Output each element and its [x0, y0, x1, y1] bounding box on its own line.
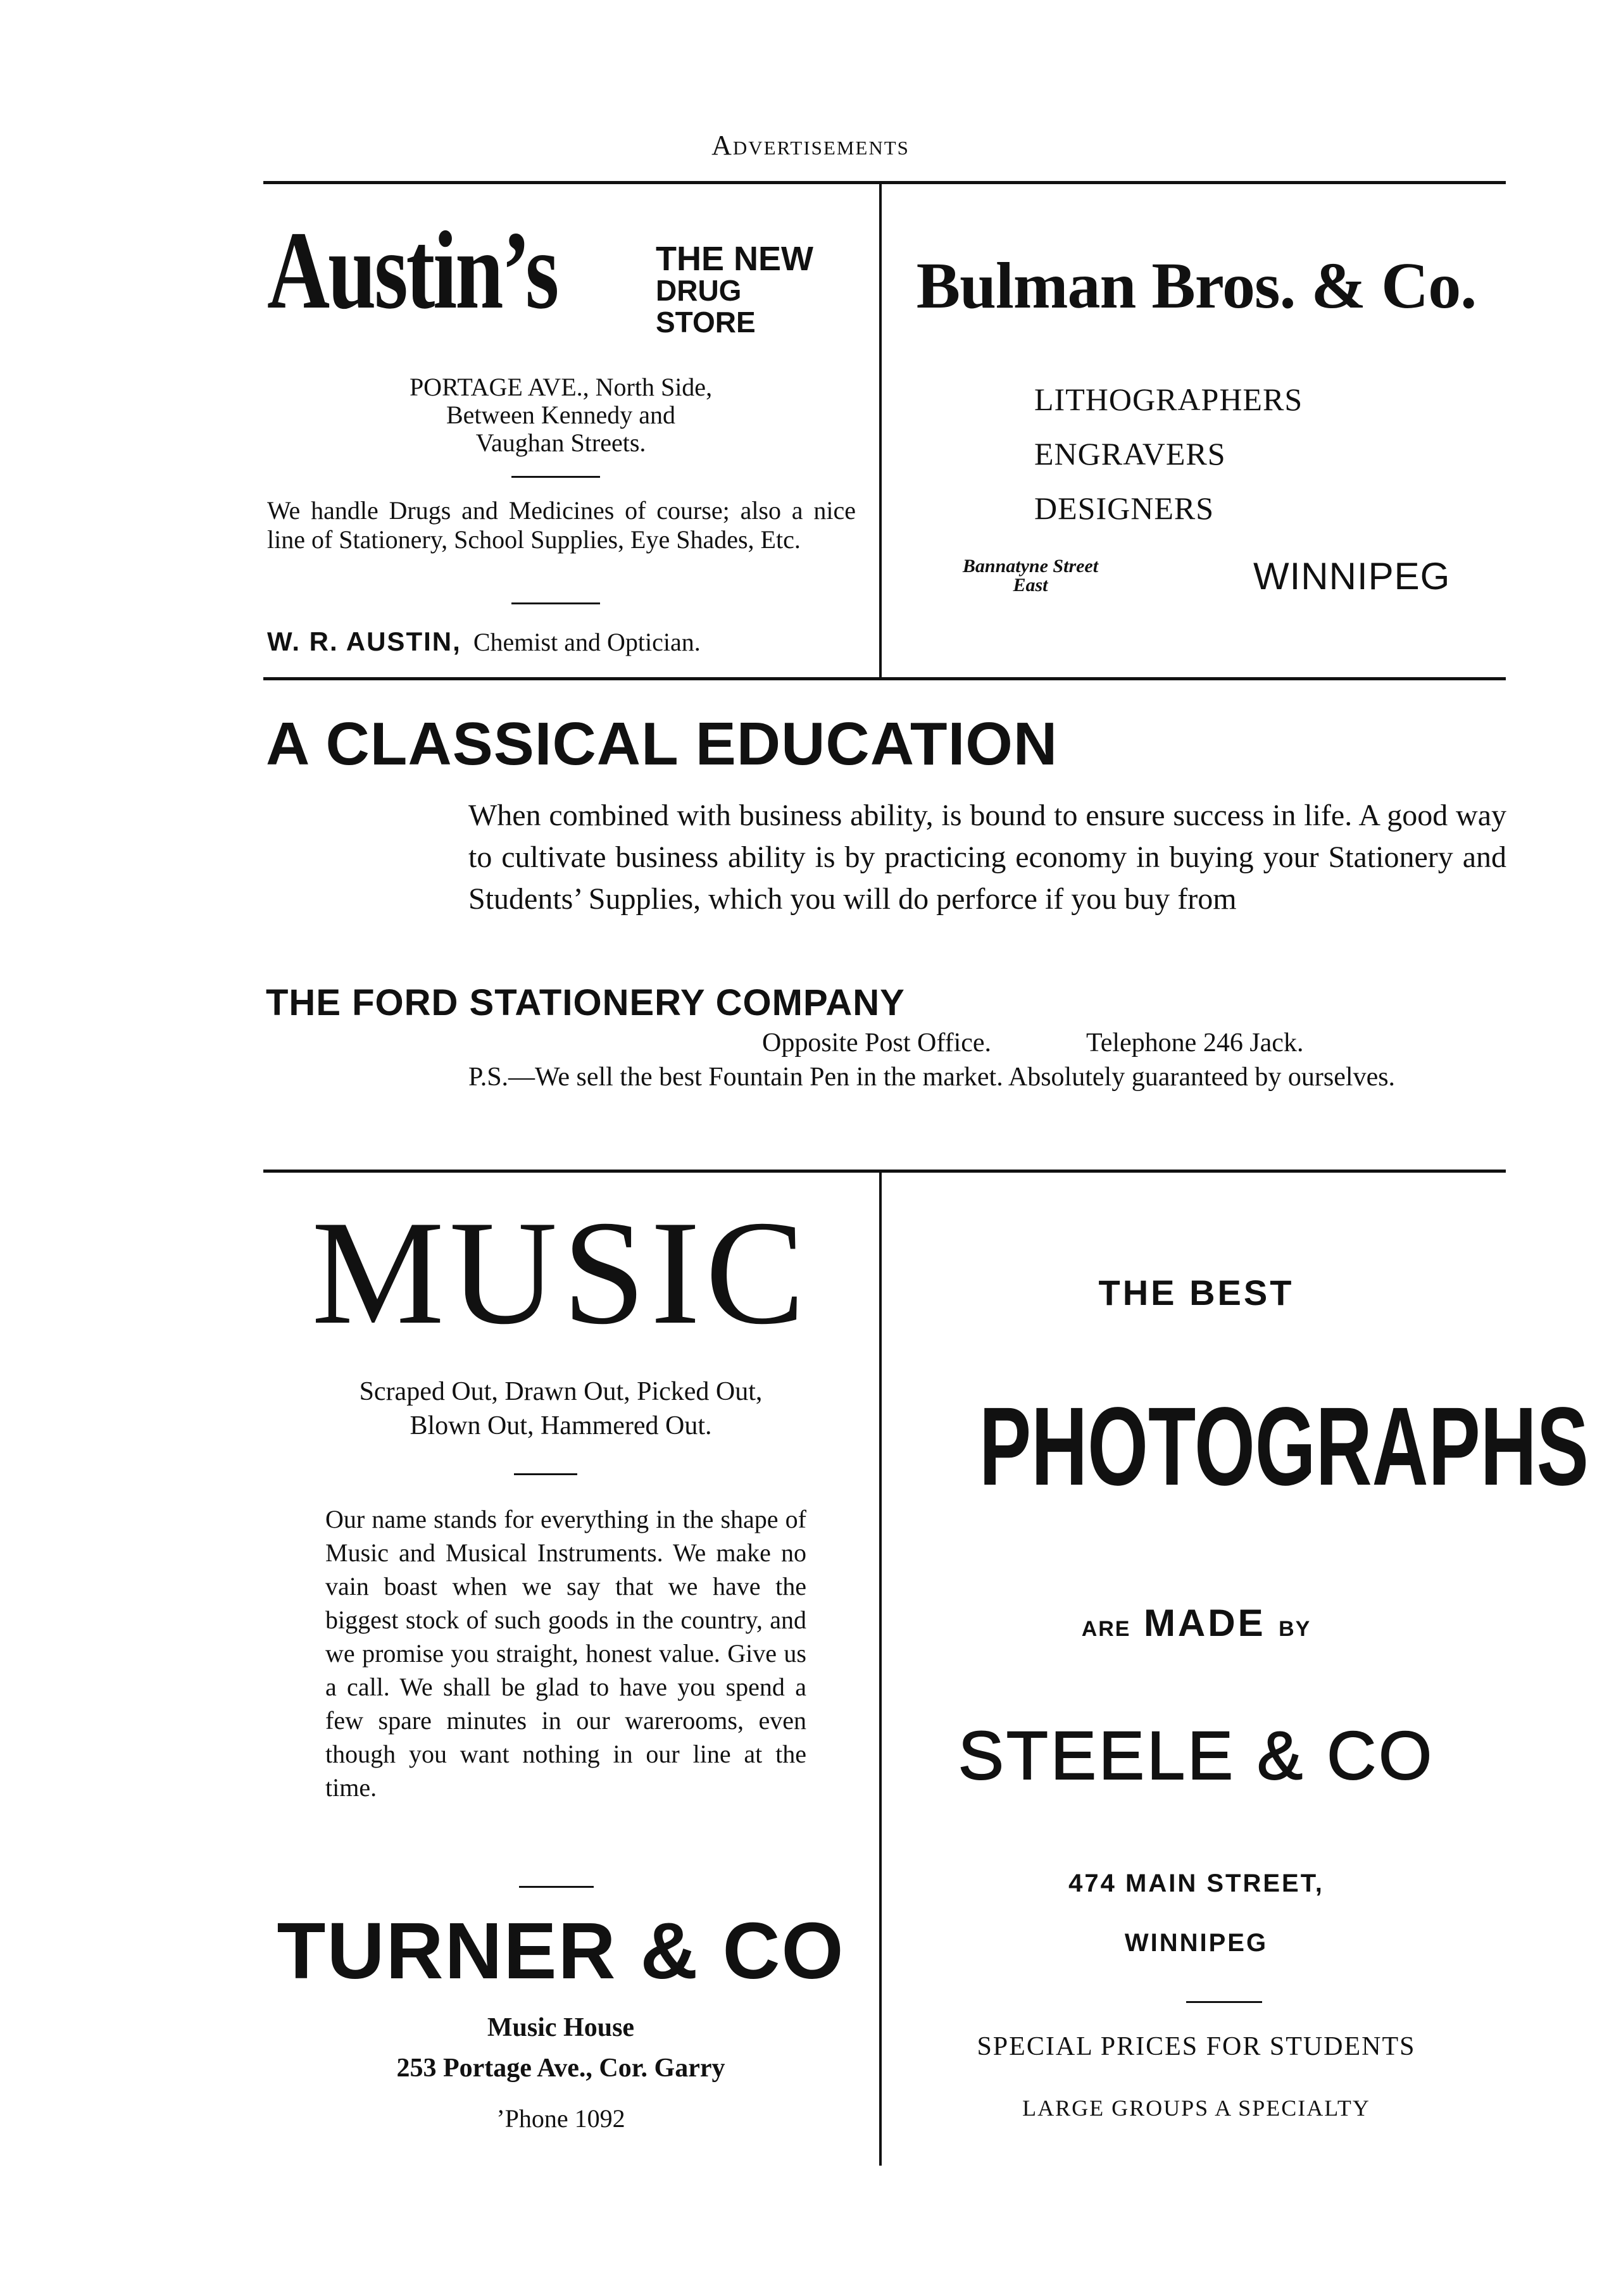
- steele-the-best: THE BEST: [1098, 1273, 1294, 1313]
- austin-address-line-3: Vaughan Streets.: [475, 428, 646, 457]
- ford-location: Opposite Post Office.: [762, 1028, 992, 1058]
- steele-special-prices: SPECIAL PRICES FOR STUDENTS: [977, 2032, 1416, 2061]
- austin-address-line-2: Between Kennedy and: [446, 401, 676, 429]
- top-rule: [263, 181, 1506, 184]
- ford-postscript: P.S.—We sell the best Fountain Pen in the market. Absolutely guaranteed by ourselves.: [468, 1063, 1396, 1092]
- bulman-ad: [886, 190, 1506, 677]
- turner-address: 253 Portage Ave., Cor. Garry: [396, 2054, 725, 2083]
- bulman-street: [917, 557, 1144, 595]
- austin-divider-2: [511, 602, 600, 604]
- music-divider-2: [519, 1886, 594, 1888]
- bottom-column-divider: [879, 1172, 882, 2166]
- bulman-services: [1034, 372, 1303, 535]
- rule-before-bottom-ads: [263, 1170, 1506, 1173]
- steele-divider: [1186, 2001, 1262, 2003]
- austin-description: We handle Drugs and Medicines of course; also a nice line of Stationery, School Supplies, Eye Shades, Etc.: [267, 496, 856, 554]
- classical-body: When combined with business ability, is bound to ensure success in life. A good way to cultivate business ability is by practicing economy in buying your Stationery and Students’ Supplies, which you will do perforce if you buy from: [468, 799, 1506, 916]
- music-tagline: [263, 1375, 858, 1443]
- classical-heading: A CLASSICAL EDUCATION: [266, 710, 1058, 778]
- steele-are-made-by: [886, 1601, 1506, 1645]
- bulman-service-designers: DESIGNERS: [1034, 490, 1215, 526]
- steele-city: WINNIPEG: [1124, 1929, 1268, 1957]
- austin-tagline-1: THE NEW: [656, 240, 813, 278]
- austin-owner-title: Chemist and Optician.: [473, 628, 701, 656]
- music-title: MUSIC: [311, 1190, 810, 1356]
- steele-are: ARE: [1081, 1617, 1131, 1641]
- austin-ad: [263, 190, 871, 677]
- music-tagline-line-2: Blown Out, Hammered Out.: [410, 1411, 712, 1440]
- austin-address: [263, 373, 858, 457]
- steele-large-groups: LARGE GROUPS A SPECIALTY: [1022, 2095, 1370, 2121]
- steele-company-name: STEELE & CO: [958, 1717, 1435, 1794]
- steele-made: MADE: [1143, 1602, 1266, 1644]
- bulman-street-line-1: Bannatyne Street: [962, 556, 1099, 577]
- bulman-service-engravers: ENGRAVERS: [1034, 436, 1226, 471]
- turner-company-name: TURNER & CO: [277, 1906, 845, 1995]
- austin-tagline-3: STORE: [656, 306, 756, 339]
- ford-company-name: THE FORD STATIONERY COMPANY: [266, 982, 905, 1023]
- music-body: Our name stands for everything in the shape of Music and Musical Instruments. We make no vain boast when we say that we have the biggest stock of such goods in the country, and we promise you straight, honest value. Give us a call. We shall be glad to have you spend a few spare minutes in our warerooms, even though you want nothing in our line at the time.: [325, 1505, 806, 1802]
- austin-address-line-1: PORTAGE AVE., North Side,: [409, 373, 713, 401]
- ford-telephone: Telephone 246 Jack.: [1086, 1028, 1304, 1058]
- bulman-name: Bulman Bros. & Co.: [916, 249, 1477, 322]
- top-column-divider: [879, 184, 882, 677]
- turner-subtitle: Music House: [487, 2013, 635, 2042]
- turner-phone: ’Phone 1092: [496, 2104, 625, 2133]
- page-header: Advertisements: [711, 130, 910, 161]
- austin-divider-1: [511, 476, 600, 478]
- bulman-city: WINNIPEG: [1253, 555, 1451, 597]
- steele-address: 474 MAIN STREET,: [1068, 1869, 1324, 1897]
- austin-tagline-2: DRUG: [656, 274, 742, 307]
- austin-logo-name: Austin’s: [267, 209, 558, 332]
- music-tagline-line-1: Scraped Out, Drawn Out, Picked Out,: [359, 1377, 763, 1406]
- rule-after-top-ads: [263, 677, 1506, 680]
- music-divider-1: [514, 1473, 577, 1475]
- music-ad: [263, 1177, 871, 2164]
- bulman-street-line-2: East: [1013, 575, 1048, 596]
- austin-owner: [267, 627, 862, 657]
- steele-ad: [886, 1177, 1589, 2164]
- steele-by: BY: [1279, 1617, 1311, 1641]
- austin-owner-name: W. R. AUSTIN,: [267, 627, 461, 656]
- bulman-service-lithographers: LITHOGRAPHERS: [1034, 382, 1303, 417]
- steele-photographs: PHOTOGRAPHS: [979, 1385, 1589, 1509]
